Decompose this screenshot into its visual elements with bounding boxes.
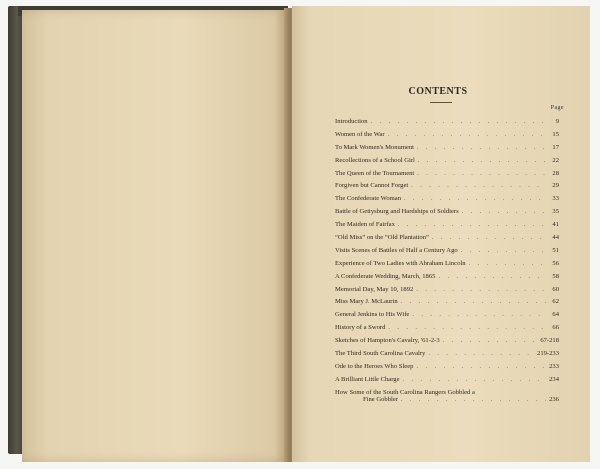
toc-title: History of a Sword	[335, 324, 386, 332]
toc-entry	[335, 260, 559, 273]
toc-entry	[335, 170, 559, 183]
toc-entry	[335, 286, 559, 299]
toc-entry	[335, 157, 559, 170]
toc-page: 58	[552, 272, 559, 280]
leader-dots	[404, 196, 546, 202]
toc-title: Miss Mary J. McLaurin	[335, 298, 398, 306]
toc-entry	[335, 376, 559, 389]
toc-title: A Brilliant Little Charge	[335, 375, 400, 383]
toc-entry	[335, 337, 559, 350]
contents-heading: CONTENTS	[408, 86, 468, 97]
leader-dots	[432, 235, 546, 241]
contents-list	[335, 118, 559, 409]
leader-dots	[403, 377, 546, 383]
toc-title: Battle of Gettysburg and Hardships of Soldiers	[335, 208, 459, 216]
toc-page: 33	[552, 195, 559, 203]
toc-title: A Confederate Wedding, March, 1865	[335, 272, 436, 280]
toc-entry	[335, 144, 559, 157]
toc-title: Recollections of a School Girl	[335, 156, 415, 164]
toc-page: 29	[552, 182, 559, 190]
leader-dots	[388, 325, 546, 331]
leader-dots	[428, 351, 534, 357]
toc-title: Ode to the Heroes Who Sleep	[335, 362, 414, 370]
toc-title: The Maiden of Fairfax	[335, 221, 395, 229]
toc-page: 234	[549, 375, 559, 383]
page-column-label: Page	[550, 105, 564, 111]
leader-dots	[438, 274, 546, 280]
toc-entry	[335, 208, 559, 221]
leader-dots	[398, 222, 546, 228]
toc-page: 236	[549, 395, 559, 403]
toc-page: 60	[552, 285, 559, 293]
toc-title: The Queen of the Tournament	[335, 169, 415, 177]
toc-title: To Mark Women's Monument	[335, 143, 415, 151]
toc-entry	[335, 182, 559, 195]
toc-page: 233	[549, 362, 559, 370]
toc-title: The Third South Carolina Cavalry	[335, 350, 426, 358]
toc-entry	[335, 363, 559, 376]
leader-dots	[401, 397, 546, 403]
toc-entry	[335, 195, 559, 208]
leader-dots	[388, 132, 546, 138]
toc-page: 56	[552, 259, 559, 267]
leader-dots	[417, 145, 546, 151]
toc-title: Memorial Day, May 10, 1892	[335, 285, 414, 293]
toc-entry	[335, 324, 559, 337]
leader-dots	[461, 248, 546, 254]
toc-page: 28	[552, 169, 559, 177]
toc-title: Sketches of Hampton's Cavalry, '61-2-3	[335, 337, 440, 345]
toc-page: 35	[552, 208, 559, 216]
toc-page: 9	[555, 118, 559, 125]
toc-title-line1: How Some of the South Carolina Rangers Gobbled a	[335, 388, 475, 396]
toc-page: 41	[552, 221, 559, 229]
toc-page: 67-218	[540, 337, 559, 345]
leader-dots	[469, 261, 546, 267]
toc-page: 219-233	[537, 350, 559, 358]
leader-dots	[462, 209, 546, 215]
toc-entry-introduction	[335, 118, 559, 131]
leader-dots	[411, 183, 546, 189]
leader-dots	[416, 287, 546, 293]
toc-entry	[335, 131, 559, 144]
toc-page: 17	[552, 143, 559, 151]
toc-title: Introduction	[335, 118, 368, 125]
toc-page: 64	[552, 311, 559, 319]
leader-dots	[417, 171, 546, 177]
toc-page: 62	[552, 298, 559, 306]
leader-dots	[443, 338, 538, 344]
toc-page: 66	[552, 324, 559, 332]
leader-dots	[412, 312, 546, 318]
toc-entry	[335, 311, 559, 324]
toc-title: “Old Miss” on the “Old Plantation”	[335, 234, 429, 242]
toc-entry	[335, 247, 559, 260]
toc-entry	[335, 350, 559, 363]
toc-entry	[335, 298, 559, 311]
leader-dots	[416, 364, 546, 370]
toc-page: 44	[552, 234, 559, 242]
toc-title: Forgiven but Cannot Forget	[335, 182, 409, 190]
toc-entry-last	[335, 389, 559, 409]
leader-dots	[371, 119, 546, 125]
toc-page: 51	[552, 246, 559, 254]
open-book	[8, 6, 592, 462]
toc-page: 15	[552, 130, 559, 138]
toc-page: 22	[552, 156, 559, 164]
toc-title: Women of the War	[335, 130, 385, 138]
left-blank-page	[22, 10, 288, 462]
contents-page	[292, 6, 590, 462]
toc-entry	[335, 221, 559, 234]
toc-title: General Jenkins to His Wife	[335, 311, 410, 319]
toc-entry	[335, 234, 559, 247]
toc-entry	[335, 273, 559, 286]
toc-title-line2-wrap	[335, 396, 559, 403]
toc-title-line2: Fine Gobbler	[363, 395, 398, 403]
heading-rule	[430, 102, 452, 103]
toc-title: Experience of Two Ladies with Abraham Lincoln	[335, 259, 466, 267]
leader-dots	[418, 158, 546, 164]
toc-title: Visits Scenes of Battles of Half a Century Ago	[335, 246, 458, 254]
leader-dots	[401, 299, 546, 305]
toc-title: The Confederate Woman	[335, 195, 401, 203]
